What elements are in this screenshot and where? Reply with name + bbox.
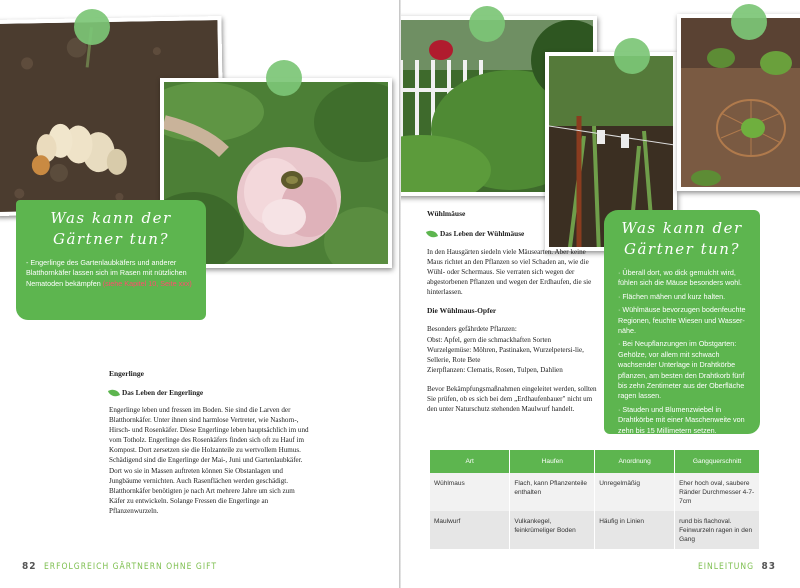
- table-cell: Häufig in Linien: [595, 511, 675, 549]
- tip-box-left: [16, 200, 206, 320]
- subheading-text: Das Leben der Wühlmäuse: [440, 229, 525, 238]
- table-cell: Wühlmaus: [430, 473, 510, 511]
- table-cell: Maulwurf: [430, 511, 510, 549]
- table-cell: Eher hoch oval, saubere Ränder Durchmesser 4-7- 7cm: [675, 473, 760, 511]
- right-page: [401, 0, 800, 588]
- victims-line: Zierpflanzen: Clematis, Rosen, Tulpen, Dahlien: [427, 365, 563, 374]
- right-text-column: [427, 209, 602, 414]
- tip-item: · Flächen mähen und kurz halten.: [618, 291, 726, 301]
- tip-item: · Wühlmäuse bevorzugen bodenfeuchte Regionen, feuchte Wiesen und Wasser-nähe.: [618, 305, 746, 336]
- tip-text: - Engerlinge des Gartenlaubkäfers und anderer Blatthornkäfer lassen sich im Rasen mit nützlichen Nematoden bekämpfen: [26, 258, 187, 288]
- tip-box-right: [604, 210, 760, 434]
- photo-dot: [74, 9, 110, 45]
- comparison-table: [430, 450, 760, 549]
- page-number: 82: [22, 561, 37, 572]
- photo-dot: [614, 38, 650, 74]
- body-paragraph: In den Hausgärten siedeln viele Mäusearten. Aber keine Maus richtet an den Pflanzen so viel Schaden an, wie die Wühl- oder Schermaus. Sie verraten sich wegen der abgestorbenen Pflanzen und wegen der Erdhaufen, die sie hinterlassen.: [427, 248, 592, 297]
- folio-right: [698, 561, 776, 572]
- tip-title-line1: Was kann der: [621, 219, 743, 237]
- table-row: [430, 473, 760, 511]
- subheading: [427, 229, 602, 238]
- tip-item: · Stauden und Blumenzwiebel in Drahtkörbe mit einer Maschenweite von zehn bis 15 Millimetern setzen.: [618, 404, 745, 435]
- leaf-icon: [426, 228, 438, 239]
- body-paragraph: Engerlinge leben und fressen im Boden. Sie sind die Larven der Blatthornkäfer. Unter ihnen sind harmlose Vertreter, wie Nashorn-, Hirsch- und Rosenkäfer. Diese Engerlinge leben hauptsächlich im und vom Totholz. Engerlinge des Rosenkäfers finden sich oft zu Hauf im Kompost. Dort zersetzen sie die Holzanteile zu wertvollem Humus. Schädigend sind die Engerlinge der Mai-, Juni und Gartenlaubkäfer. Dort wo sie in Massen auftreten können Sie Obstanlagen und Jungbäume vernichten. Auch Rasenflächen werden geschädigt.: [109, 406, 309, 485]
- table-row: [430, 511, 760, 549]
- table-header: Anordnung: [595, 450, 675, 473]
- tip-box-list: [614, 268, 750, 436]
- tip-title-line2: Gärtner tun?: [624, 240, 740, 258]
- table-cell: rund bis flachoval. Feinwurzeln ragen in den Gang: [675, 511, 760, 549]
- tip-box-text: [26, 258, 196, 289]
- victims-line: Wurzelgemüse: Möhren, Pastinaken, Wurzelpetersi-lie, Sellerie, Rote Bete: [427, 345, 584, 364]
- victims-title: Die Wühlmaus-Opfer: [427, 306, 497, 316]
- tip-title-line2: Gärtner tun?: [53, 230, 169, 248]
- victims-line: Obst: Apfel, gern die schmackhaften Sorten: [427, 335, 552, 344]
- basket-illustration: [681, 18, 800, 191]
- running-title: EINLEITUNG: [697, 562, 755, 572]
- tip-item: · Überall dort, wo dick gemulcht wird, fühlen sich die Mäuse besonders wohl.: [618, 268, 742, 288]
- table-header-row: [430, 450, 760, 473]
- leaf-icon: [108, 387, 120, 398]
- victims-list: [427, 324, 602, 374]
- left-text-column: [109, 369, 309, 516]
- photo-dot: [469, 6, 505, 42]
- table-cell: Flach, kann Pflanzenteile enthalten: [510, 473, 595, 511]
- tip-title-line1: Was kann der: [50, 209, 172, 227]
- folio-left: [22, 561, 217, 572]
- tip-item: · Bei Neupflanzungen im Obstgarten: Gehölze, vor allem mit schwach wachsender Unterlage in Drahtkörbe pflanzen, am besten den Drahtkorb fünf bis zehn Zentimeter aus der Oberfläche ragen lassen.: [618, 339, 745, 401]
- table-cell: Unregelmäßig: [595, 473, 675, 511]
- chapter-reference-link[interactable]: (siehe Kapitel 10, Seite xxx): [102, 278, 192, 288]
- page-number: 83: [761, 561, 776, 572]
- table-header: Haufen: [510, 450, 595, 473]
- wire-basket-photo: [677, 14, 800, 191]
- subheading: [109, 388, 309, 397]
- tip-box-title: [614, 218, 750, 260]
- body-paragraph-2: Blatthornkäfer benötigten je nach Art mehrere Jahre um sich zum Käfer zu entwickeln. Solange Fressen die Engerlinge an Pflanzenwurzeln.: [109, 486, 295, 515]
- victims-line: Besonders gefährdete Pflanzen:: [427, 325, 517, 334]
- section-title: Wühlmäuse: [427, 209, 466, 218]
- control-paragraph: Bevor Bekämpfungsmaßnahmen eingeleitet werden, sollten Sie prüfen, ob es sich bei dem „Erdhaufenbauer" nicht um den unter Naturschutz stehenden Maulwurf handelt.: [427, 384, 597, 414]
- running-title: ERFOLGREICH GÄRTNERN OHNE GIFT: [43, 562, 218, 572]
- left-page: [0, 0, 399, 588]
- subheading-text: Das Leben der Engerlinge: [122, 388, 204, 397]
- section-title: Engerlinge: [109, 369, 144, 378]
- table-header: Art: [430, 450, 510, 473]
- table-header: Gangquerschnitt: [675, 450, 760, 473]
- photo-dot: [731, 4, 767, 40]
- photo-dot: [266, 60, 302, 96]
- table-cell: Vulkankegel, feinkrümeliger Boden: [510, 511, 595, 549]
- tip-box-title: [26, 208, 196, 250]
